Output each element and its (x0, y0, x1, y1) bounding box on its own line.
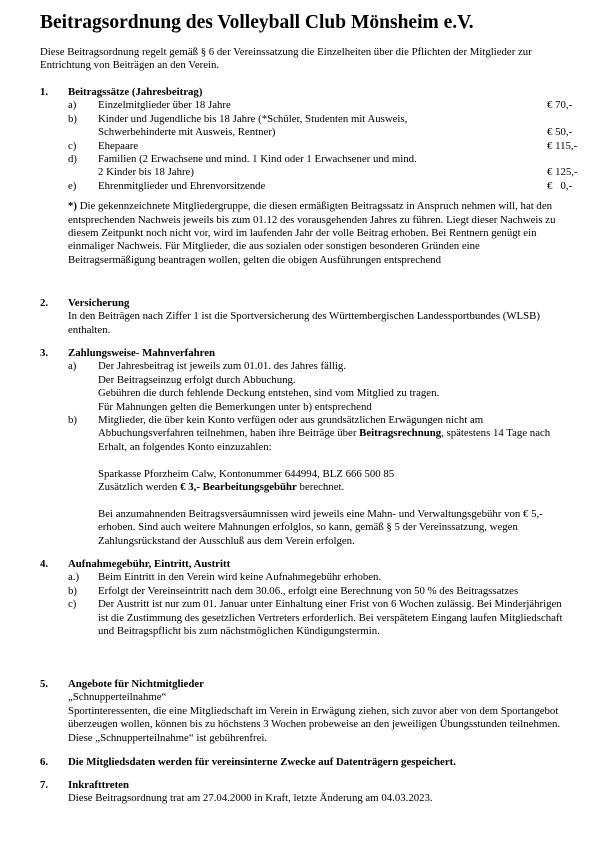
section-title: Angebote für Nichtmitglieder (68, 678, 204, 690)
item-text: 2 Kinder bis 18 Jahre) (98, 166, 194, 179)
section-7 (40, 779, 570, 806)
fee-item (68, 139, 578, 153)
membership-item (68, 598, 570, 638)
item-line: Für Mahnungen gelten die Bemerkungen unter b) entsprechend (98, 400, 372, 413)
section-text: Sportinteressenten, die eine Mitgliedschaft im Verein in Erwägung ziehen, sich zuvor aber von dem Sportangebot überzeugen wollen, können bis zu höchstens 3 Wochen probeweise an den jeweiligen Übungsstunden teilnehmen. Diese „Schnupperteilnahme“ ist gebührenfrei. (68, 704, 561, 744)
bank-account: Sparkasse Pforzheim Calw, Kontonummer 644994, BLZ 666 500 85 (98, 467, 395, 480)
fee-item (68, 153, 578, 180)
fee-amount: € 0,- (547, 179, 573, 192)
item-line: Gebühren die durch fehlende Deckung entstehen, sind vom Mitglied zu tragen. (98, 387, 440, 400)
section-1 (40, 86, 578, 267)
section-number: 5. (40, 678, 49, 690)
section-number: 7. (40, 779, 49, 791)
bold-term: € 3,- Bearbeitungsgebühr (180, 481, 297, 494)
item-text: Ehepaare (98, 139, 139, 152)
item-line (98, 179, 573, 193)
section-6 (40, 756, 570, 769)
bold-term: Beitragsrechnung (359, 427, 442, 440)
section-title: Die Mitgliedsdaten werden für vereinsinterne Zwecke auf Datenträgern gespeichert. (68, 756, 456, 768)
section-2 (40, 297, 570, 337)
item-text: Erfolgt der Vereinseintritt nach dem 30.06., erfolgt eine Berechnung von 50 % des Beitragssatzes (98, 584, 519, 597)
fee-item (68, 99, 573, 112)
section-text: Diese Beitragsordnung trat am 27.04.2000 in Kraft, letzte Änderung am 04.03.2023. (68, 792, 433, 805)
item-line (98, 166, 578, 179)
fee-item (68, 112, 573, 140)
item-line (98, 99, 573, 112)
processing-fee (98, 481, 570, 494)
note-text: Die gekennzeichnete Mitgliedergruppe, die diesen ermäßigten Beitragssatz in Anspruch nehmen will, hat den entsprechenden Nachweis jeweils bis zum 01.12 des vorausgehenden Jahres zu führen. Liegt dieser Nachweis zu diesem Zeitpunkt noch nicht vor, wird im laufenden Jahr der volle Beitrag erhoben. Bei Rentnern genügt ein einmaliger Nachweis. Für Mitglieder, die aus sozialen oder sonstigen besonderen Gründen eine Beitragsermäßigung beantragen wollen, gelten die obigen Ausführungen entsprechend (68, 200, 556, 266)
text-segment: , spätestens 14 Tage nach Erhalt, an folgendes Konto einzuzahlen: (98, 427, 551, 453)
text-segment: Zusätzlich werden (98, 481, 181, 494)
item-text: Der Austritt ist nur zum 01. Januar unter Einhaltung einer Frist von 6 Wochen zulässig. Bei Minderjährigen ist die Zustimmung des gesetzlichen Vertreters erforderlich. Bei verspätetem Eingang laufen Mitgliedschaft und Beitragspflicht bis zum nächstmöglichen Kündigungstermin. (98, 598, 563, 638)
section-number: 1. (40, 86, 49, 98)
item-label: b) (68, 414, 77, 427)
reduction-note (68, 200, 570, 267)
section-title: Inkrafttreten (68, 779, 129, 791)
section-number: 2. (40, 297, 49, 309)
section-4 (40, 558, 570, 638)
item-line: Der Beitragseinzug erfolgt durch Abbuchung. (98, 373, 296, 386)
membership-item (68, 571, 570, 584)
document-title: Beitragsordnung des Volleyball Club Mönsheim e.V. (40, 12, 474, 33)
section-text: In den Beiträgen nach Ziffer 1 ist die Sportversicherung des Württembergischen Landessportbundes (WLSB) enthalten. (68, 310, 540, 336)
item-line: Der Jahresbeitrag ist jeweils zum 01.01. des Jahres fällig. (98, 360, 346, 373)
section-title: Versicherung (68, 297, 130, 309)
item-line (98, 113, 570, 126)
fee-list (68, 99, 578, 193)
item-line (98, 126, 573, 139)
item-text: Kinder und Jugendliche bis 18 Jahre (*Schüler, Studenten mit Ausweis, (98, 112, 408, 125)
membership-item (68, 585, 570, 598)
item-label: a) (68, 99, 77, 112)
payment-item-b (68, 414, 570, 548)
item-text: Schwerbehinderte mit Ausweis, Rentner) (98, 126, 276, 139)
section-subtitle: „Schnupperteilnahme“ (68, 691, 167, 704)
section-title: Zahlungsweise- Mahnverfahren (68, 347, 216, 359)
item-label: c) (68, 598, 77, 611)
text-segment: Mitglieder, die über kein Konto verfügen oder aus grundsätzlichen Erwägungen nicht am Abbuchungsverfahren teilnehmen, haben ihre Beiträge über (98, 414, 484, 440)
item-label: a.) (68, 571, 80, 584)
section-title: Beitragssätze (Jahresbeitrag) (68, 86, 203, 98)
reminder-text: Bei anzumahnenden Beitragsversäumnissen wird jeweils eine Mahn- und Verwaltungsgebühr von € 5,- erhoben. Sind auch weitere Mahnungen erfolglos, so kann, gemäß § 5 der Vereinssatzung, wegen Zahlungsrückstand der Ausschluß aus dem Verein erfolgen. (98, 507, 543, 547)
payment-item-a (68, 360, 570, 414)
text-segment: berechnet. (296, 481, 345, 494)
item-label: a) (68, 360, 77, 373)
section-number: 3. (40, 347, 49, 359)
item-label: b) (68, 112, 77, 125)
section-title: Aufnahmegebühr, Eintritt, Austritt (68, 558, 231, 570)
section-number: 6. (40, 756, 49, 768)
item-text: Beim Eintritt in den Verein wird keine Aufnahmegebühr erhoben. (98, 571, 382, 584)
section-5 (40, 678, 570, 745)
fee-amount: € 125,- (547, 166, 578, 179)
fee-amount: € 115,- (547, 139, 578, 152)
intro-paragraph: Diese Beitragsordnung regelt gemäß § 6 der Vereinssatzung die Einzelheiten über die Pflichten der Mitglieder zur Entrichtung von Beiträgen an den Verein. (40, 46, 532, 72)
item-label: e) (68, 179, 77, 192)
note-mark: *) (68, 200, 77, 213)
item-label: b) (68, 584, 77, 597)
item-lines (98, 360, 570, 414)
section-number: 4. (40, 558, 49, 570)
fee-amount: € 50,- (547, 126, 573, 139)
item-label: c) (68, 139, 77, 152)
item-text: Familien (2 Erwachsene und mind. 1 Kind oder 1 Erwachsener und mind. (98, 153, 417, 166)
invoice-text (98, 414, 570, 454)
fee-item (68, 179, 573, 193)
fee-amount: € 70,- (547, 99, 573, 112)
item-line (98, 139, 578, 153)
item-text: Ehrenmitglieder und Ehrenvorsitzende (98, 179, 266, 192)
item-text: Einzelmitglieder über 18 Jahre (98, 99, 231, 112)
membership-list (68, 571, 570, 638)
section-3 (40, 347, 570, 548)
item-label: d) (68, 153, 77, 166)
item-line (98, 153, 570, 166)
